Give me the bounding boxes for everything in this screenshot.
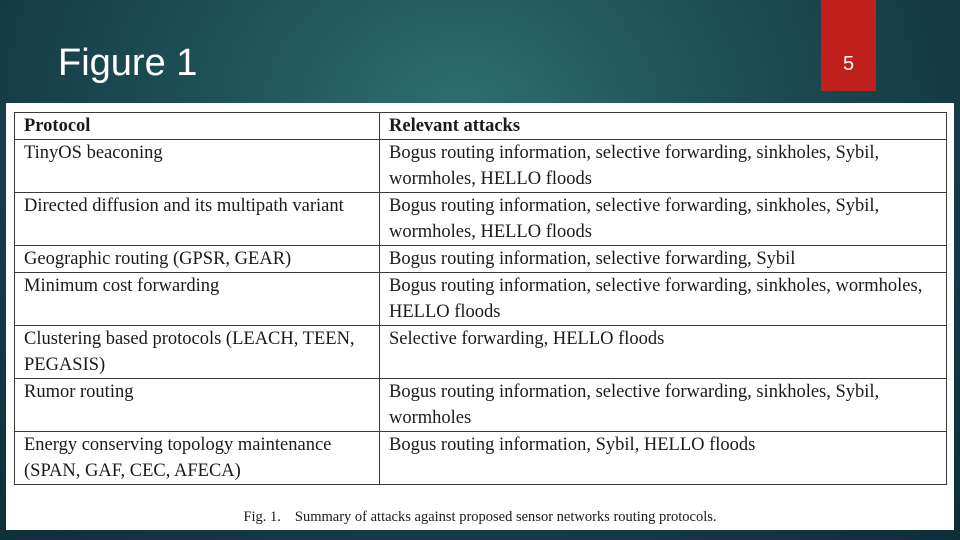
- attacks-cell: Bogus routing information, selective forwarding, sinkholes, wormholes, HELLO floods: [380, 273, 947, 326]
- attacks-cell: Bogus routing information, Sybil, HELLO floods: [380, 432, 947, 485]
- page-number-tab: [821, 0, 876, 91]
- caption-label: Fig. 1.: [243, 509, 281, 525]
- table-row: [15, 273, 947, 326]
- header-protocol: Protocol: [15, 113, 380, 140]
- table-row: [15, 432, 947, 485]
- attacks-cell: Bogus routing information, selective forwarding, Sybil: [380, 246, 947, 273]
- attacks-cell: Bogus routing information, selective forwarding, sinkholes, Sybil, wormholes, HELLO floods: [380, 193, 947, 246]
- table-row: [15, 379, 947, 432]
- table-row: [15, 140, 947, 193]
- slide-title: Figure 1: [58, 42, 198, 84]
- figure-caption: [6, 509, 954, 526]
- protocol-cell: Energy conserving topology maintenance (SPAN, GAF, CEC, AFECA): [15, 432, 380, 485]
- protocol-cell: Minimum cost forwarding: [15, 273, 380, 326]
- attacks-cell: Bogus routing information, selective forwarding, sinkholes, Sybil, wormholes, HELLO floods: [380, 140, 947, 193]
- protocol-cell: Directed diffusion and its multipath variant: [15, 193, 380, 246]
- table-row: [15, 193, 947, 246]
- figure-image: [6, 103, 954, 530]
- protocol-cell: TinyOS beaconing: [15, 140, 380, 193]
- table-row: [15, 326, 947, 379]
- table-header-row: [15, 113, 947, 140]
- attacks-table: [14, 112, 947, 485]
- protocol-cell: Geographic routing (GPSR, GEAR): [15, 246, 380, 273]
- page-number: 5: [842, 53, 855, 75]
- caption-text: Summary of attacks against proposed sensor networks routing protocols.: [294, 509, 717, 525]
- attacks-cell: Bogus routing information, selective forwarding, sinkholes, Sybil, wormholes: [380, 379, 947, 432]
- protocol-cell: Clustering based protocols (LEACH, TEEN, PEGASIS): [15, 326, 380, 379]
- header-relevant-attacks: Relevant attacks: [380, 113, 947, 140]
- table-row: [15, 246, 947, 273]
- protocol-cell: Rumor routing: [15, 379, 380, 432]
- attacks-cell: Selective forwarding, HELLO floods: [380, 326, 947, 379]
